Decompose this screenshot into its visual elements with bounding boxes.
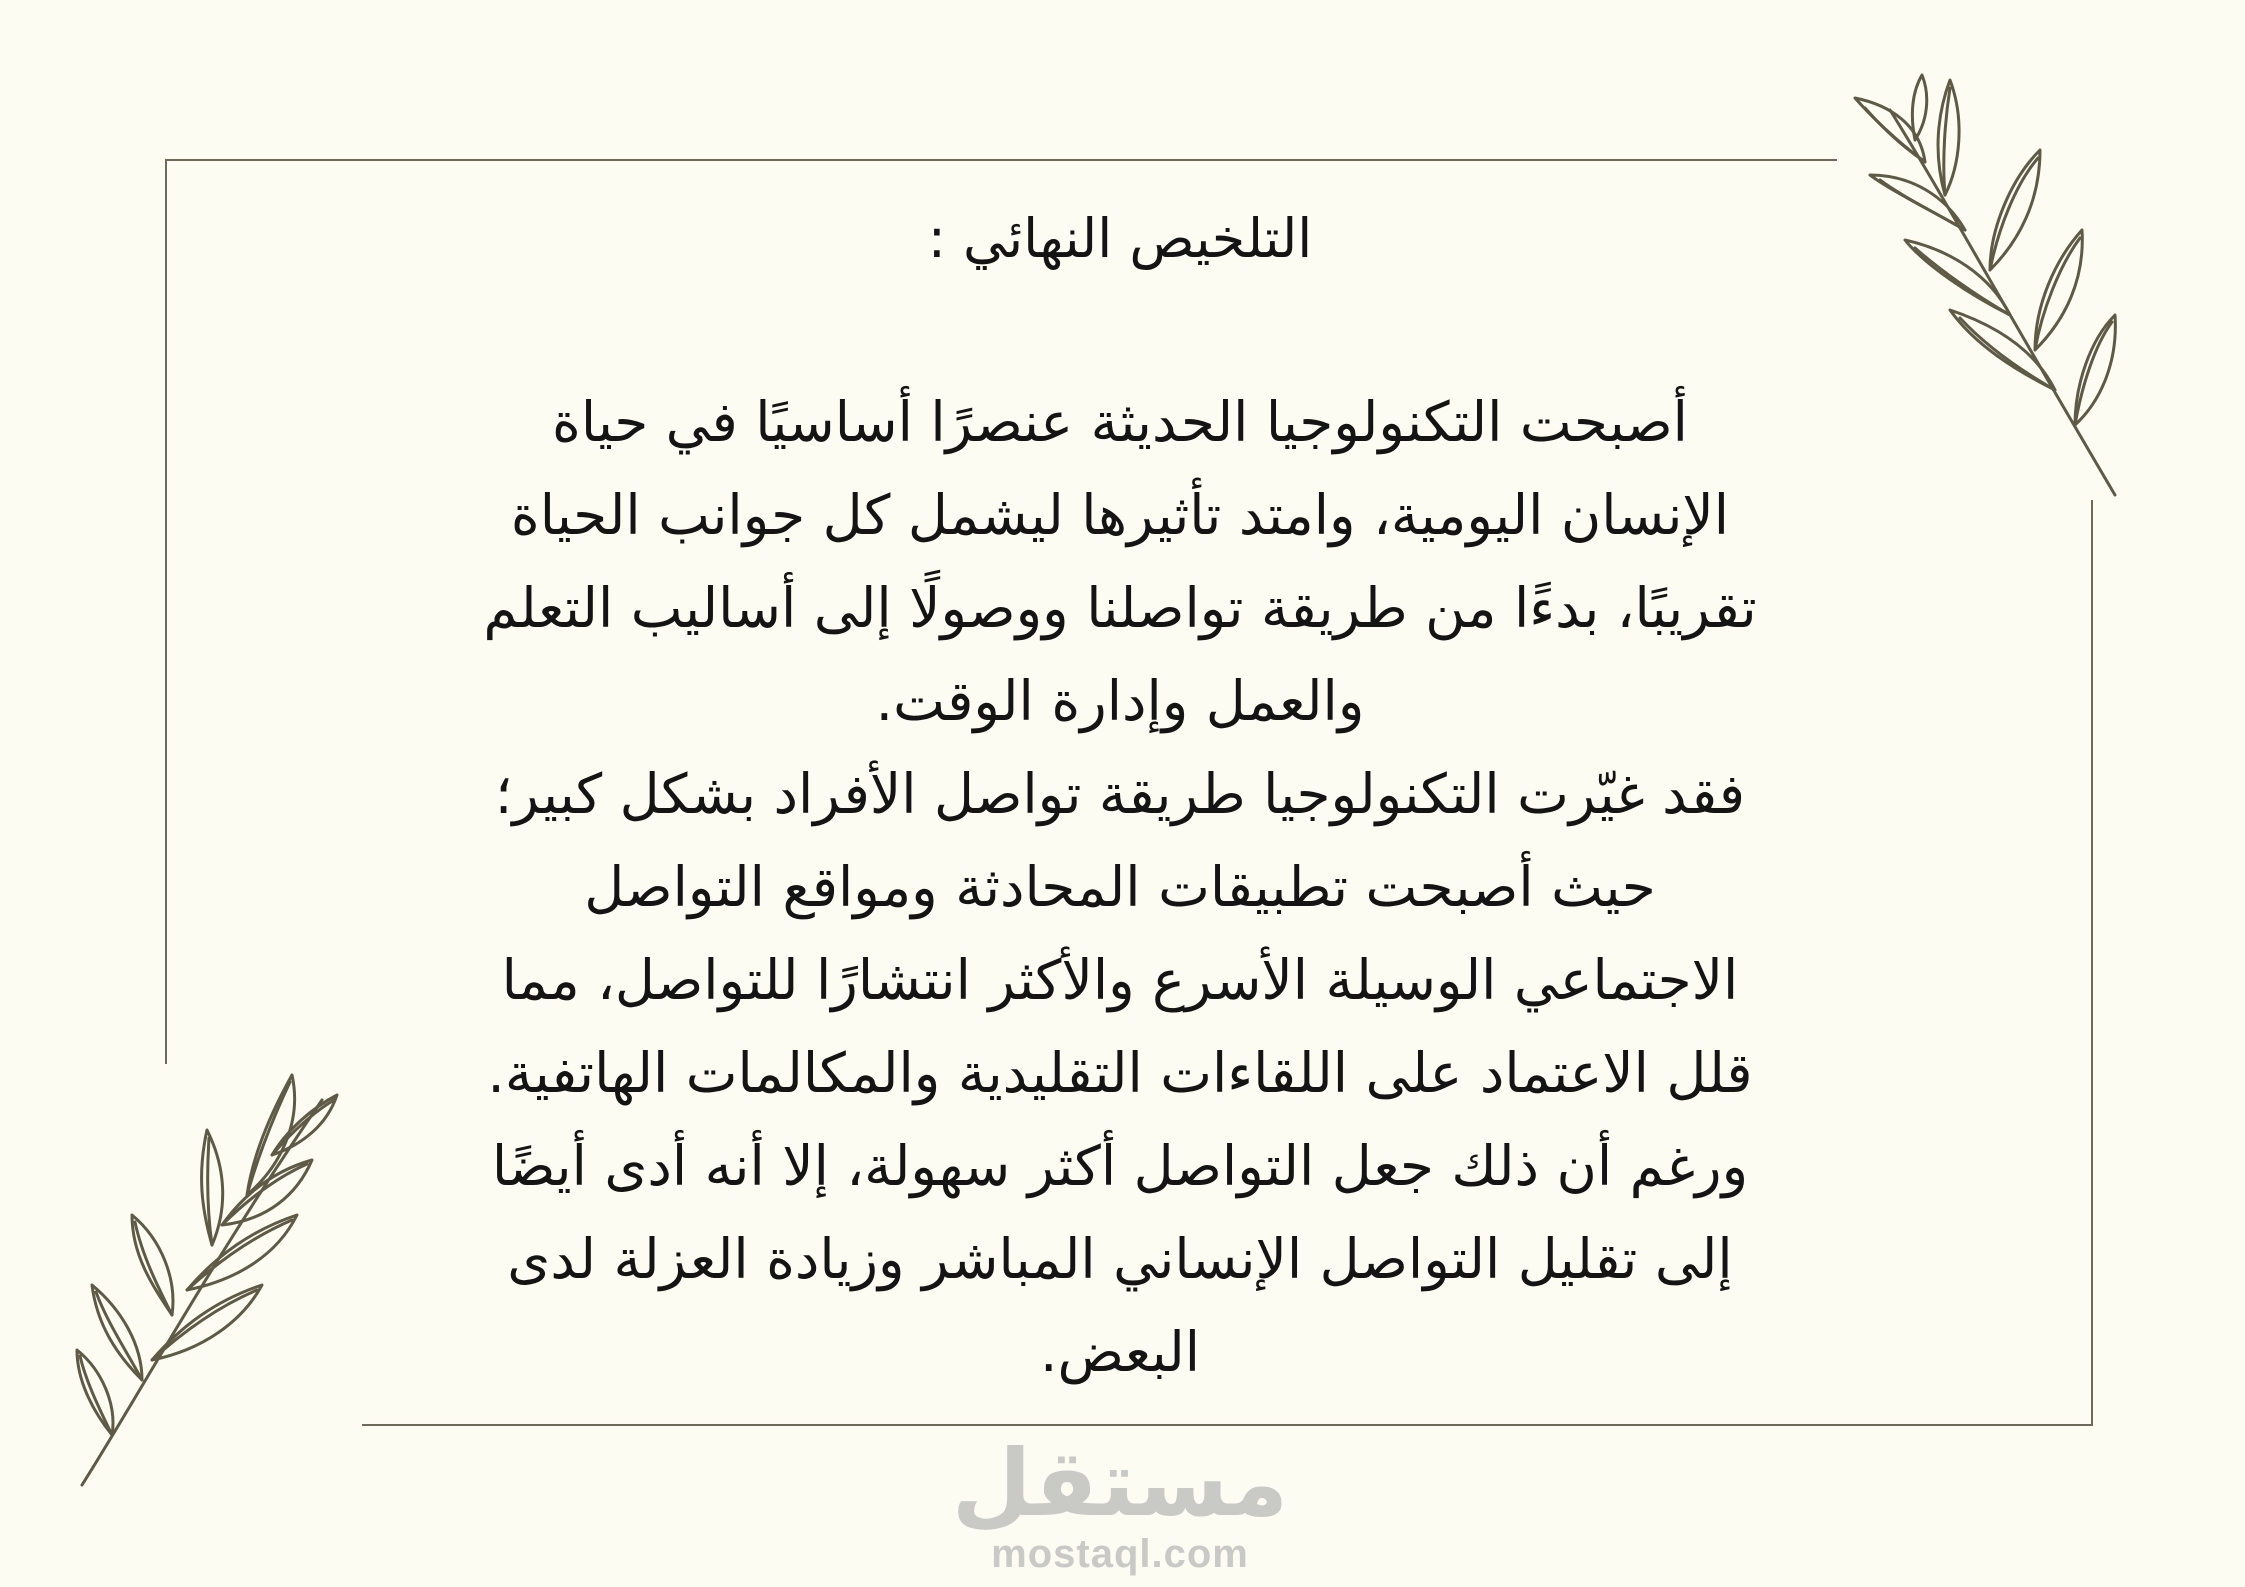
paragraph-line: والعمل وإدارة الوقت. (875, 669, 1365, 733)
paragraph-communication (360, 748, 1880, 1399)
frame-bottom-line (362, 1424, 2093, 1426)
paragraph-line: الإنسان اليومية، وامتد تأثيرها ليشمل كل جوانب الحياة (510, 483, 1730, 547)
watermark-latin: mostaql.com (991, 1532, 1249, 1576)
paragraph-line: أصبحت التكنولوجيا الحديثة عنصرًا أساسيًا في حياة (552, 390, 1688, 454)
paragraph-line: فقد غيّرت التكنولوجيا طريقة تواصل الأفراد بشكل كبير؛ (494, 762, 1746, 826)
frame-right-line (2091, 500, 2093, 1425)
paragraph-intro (360, 376, 1880, 748)
watermark-arabic: مستقل (951, 1430, 1289, 1537)
frame-left-line (165, 159, 167, 1064)
paragraph-line: حيث أصبحت تطبيقات المحادثة ومواقع التواصل (584, 855, 1656, 919)
paragraph-line: قلل الاعتماد على اللقاءات التقليدية والمكالمات الهاتفية. (487, 1041, 1753, 1105)
frame-top-line (165, 159, 1837, 161)
mostaql-watermark (940, 1430, 1300, 1578)
summary-document (360, 190, 1880, 1399)
paragraph-line: تقريبًا، بدءًا من طريقة تواصلنا ووصولًا إلى أساليب التعلم (483, 576, 1757, 640)
paragraph-line: ورغم أن ذلك جعل التواصل أكثر سهولة، إلا أنه أدى أيضًا (491, 1134, 1749, 1198)
paragraph-line: إلى تقليل التواصل الإنساني المباشر وزيادة العزلة لدى (507, 1227, 1733, 1291)
leaf-branch-bottom-left-icon (72, 1060, 342, 1500)
paragraph-line: البعض. (1039, 1320, 1201, 1384)
paragraph-line: الاجتماعي الوسيلة الأسرع والأكثر انتشارًا للتواصل، مما (501, 948, 1739, 1012)
document-title: التلخيص النهائي : (927, 207, 1313, 270)
leaf-branch-top-right-icon (1850, 70, 2130, 510)
